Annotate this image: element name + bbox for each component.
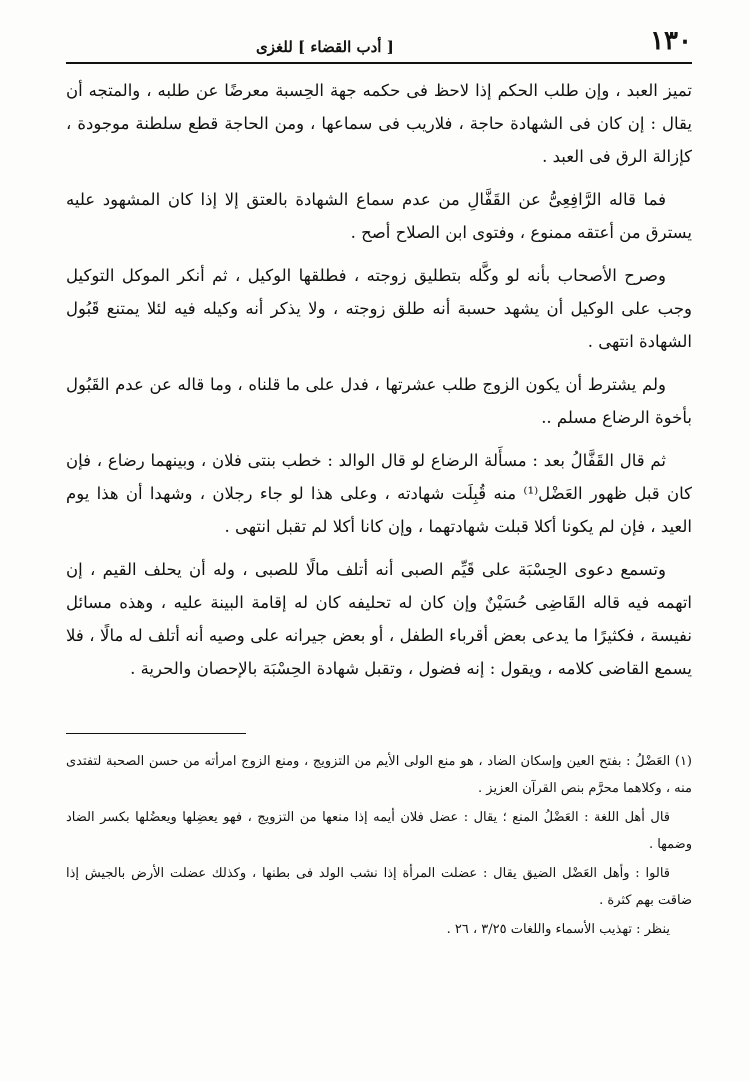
footnote: (١) العَضْلُ : بفتح العين وإسكان الضاد ، هو منع الولى الأيم من التزويج ، ومنع الزوج امرأته من حسن الصحبة لتفتدى منه ، وكلاهما محرَّم بنص القرآن العزيز . [66,754,692,796]
body-paragraph: ولم يشترط أن يكون الزوج طلب عشرتها ، فدل على ما قلناه ، وما قاله عن عدم القَبُول بأخوة الرضاع مسلم .. [66,375,692,427]
body-paragraph: وتسمع دعوى الحِسْبَة على قَيِّم الصبى أنه أتلف مالًا للصبى ، وله أن يحلف القيم ، إن اتهمه فيه قاله القَاضِى حُسَيْنٌ وإن كان له تحليفه كان له إقامة البينة عليه ، وهذه مسائل نفيسة ، فكثيرًا ما يدعى بعض أقرباء الطفل ، أو بعض جيرانه على وصيه أنه أتلف له مالًا ، فلا يسمع القاضى كلامه ، ويقول : إنه فضول ، وتقبل شهادة الحِسْبَة بالإحصان والحرية . [66,560,692,678]
running-title: [ أدب القضاء ] للغزى [256,38,394,56]
body-paragraph: ثم قال القَفَّالُ بعد : مسأَلة الرضاع لو قال الوالد : خطب بنتى فلان ، وبينهما رضاع ، فإن كان قبل ظهور العَضْل⁽¹⁾ منه قُبِلَت شهادته ، وعلى هذا لو جاء رجلان ، وشهدا أن هذا يوم العيد ، فإن لم يكونا أكلا قبلت شهادتهما ، وإن كانا أكلا لم تقبل انتهى . [66,451,692,536]
footnote: قالوا : وأهل العَضْل الضيق يقال : عضلت المرأة إذا نشب الولد فى بطنها ، وكذلك عضلت الأرض بالجيش إذا ضاقت بهم كثرة . [66,866,692,908]
footnote-reference: ينظر : تهذيب الأسماء واللغات ٣/٢٥ ، ٢٦ . [446,922,670,937]
running-header [66,22,692,56]
body-paragraph: وصرح الأصحاب بأنه لو وكَّله بتطليق زوجته ، فطلقها الوكيل ، ثم أنكر الموكل التوكيل وجب على الوكيل أن يشهد حسبة أنه طلق زوجته ، ولا يذكر أنه وكيله فيه لئلا يمتنع قَبُول الشهادة انتهى . [66,266,692,351]
footnotes [66,748,692,943]
main-text [66,74,692,685]
page-number: ١٣٠ [650,26,692,56]
body-paragraph: فما قاله الرَّافِعِىُّ عن القَفَّالِ من عدم سماع الشهادة بالعتق إلا إذا كان المشهود عليه يسترق من أعتقه ممنوع ، وفتوى ابن الصلاح أصح . [66,190,692,242]
header-rule [66,62,692,64]
footnote-rule [66,733,246,734]
body-paragraph: تميز العبد ، وإن طلب الحكم إذا لاحظ فى حكمه جهة الحِسبة معرضًا عن طلبه ، والمتجه أن يقال : إن كان فى الشهادة حاجة ، فلاريب فى سماعها ، ومن الحاجة قطع سلطنة موجودة ، كإزالة الرق فى العبد . [66,81,692,166]
footnote: قال أهل اللغة : العَضْلُ المنع ؛ يقال : عضل فلان أيمه إذا منعها من التزويج ، فهو يعضِلها ويعضُلها بكسر الضاد وضمها . [66,810,692,852]
